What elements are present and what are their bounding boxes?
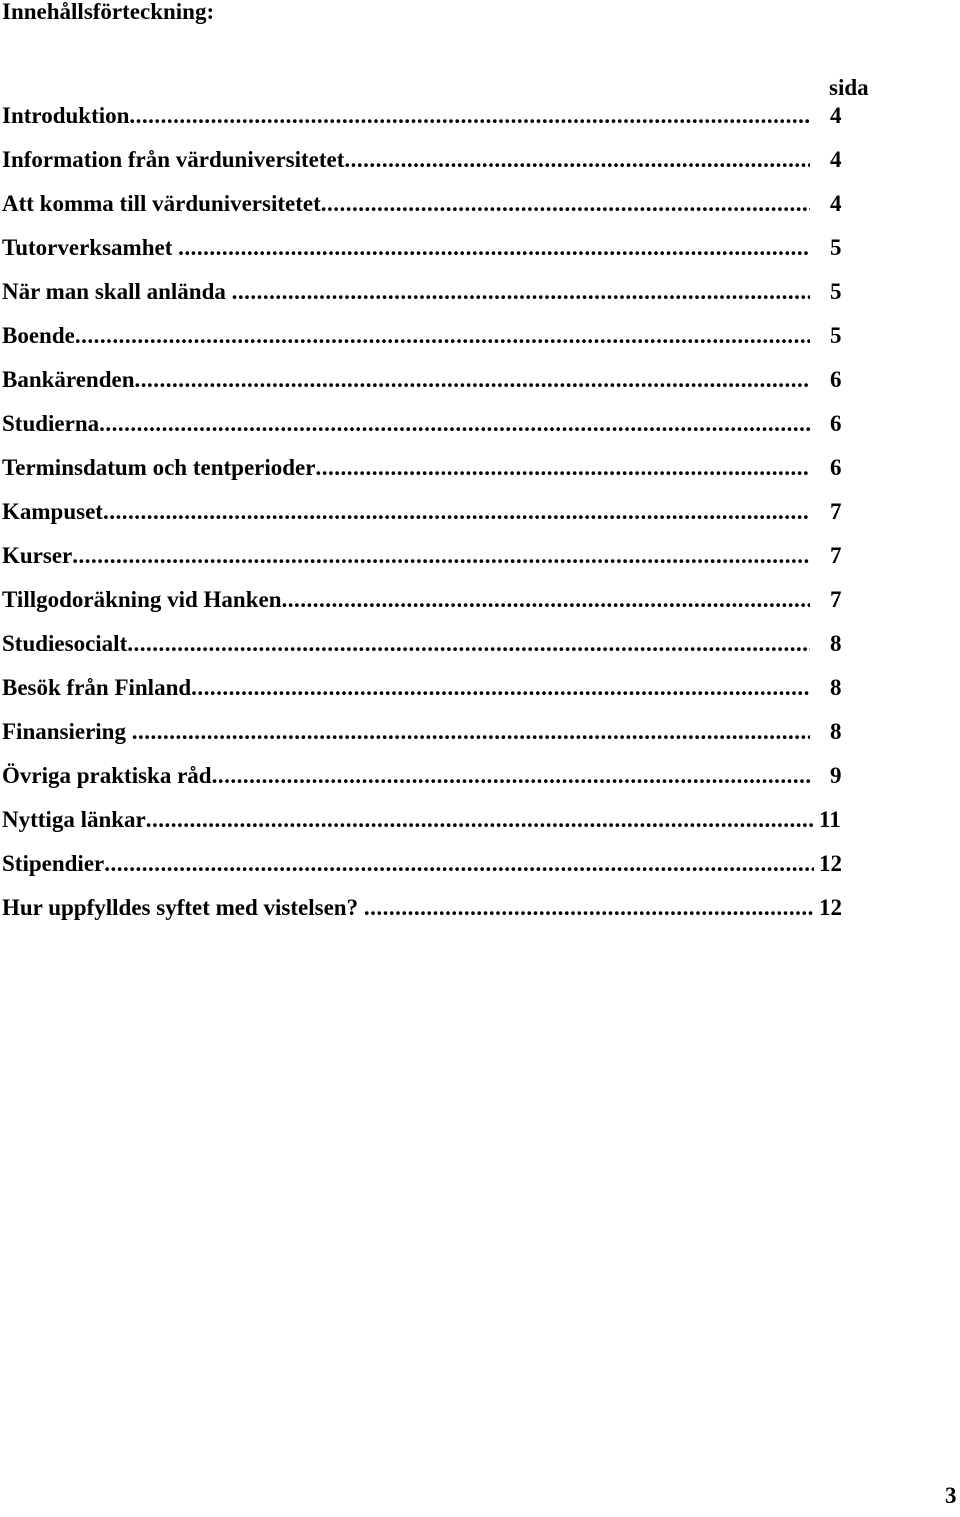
toc-entry-page: 5 [830,235,842,260]
toc-entry-page: 6 [830,367,842,392]
toc-entry-page: 8 [830,675,842,700]
toc-entry-title: Kampuset ..... [2,498,810,526]
toc-entry[interactable] [2,674,858,718]
toc-entry-title: Nyttiga länkar ..... [2,806,814,834]
toc-entry-title: Hur uppfylldes syftet med vistelsen? ..... [2,894,814,922]
toc-entry[interactable] [2,894,858,938]
toc-entry-title: Att komma till värduniversitetet ..... [2,190,810,218]
toc-entry[interactable] [2,850,858,894]
toc-entry-page: 4 [830,103,842,128]
toc-entry[interactable] [2,542,858,586]
toc-entry[interactable] [2,454,858,498]
toc-entry[interactable] [2,762,858,806]
toc-entry-page: 4 [830,191,842,216]
toc-entry-page: 7 [830,499,842,524]
toc-entry-page: 6 [830,455,842,480]
toc-entry[interactable] [2,322,858,366]
toc-entry-title: Introduktion ..... [2,102,810,130]
toc-entry-title: Stipendier ..... [2,850,814,878]
toc-entry-title: Tutorverksamhet ..... [2,234,810,262]
toc-entry-page: 8 [830,719,842,744]
toc-entry[interactable] [2,806,858,850]
toc-heading: Innehållsförteckning: [2,0,215,24]
toc-entry-page: 7 [830,587,842,612]
toc-entry-page: 12 [819,895,842,920]
toc-entry[interactable] [2,586,858,630]
toc-entry-title: När man skall anlända ..... [2,278,810,306]
toc-entry[interactable] [2,190,858,234]
toc-entry[interactable] [2,410,858,454]
toc-entry-title: Besök från Finland ..... [2,674,810,702]
toc-entry[interactable] [2,234,858,278]
table-of-contents [2,102,858,938]
toc-entry-page: 4 [830,147,842,172]
toc-entry-title: Studierna ..... [2,410,810,438]
toc-entry-title: Studiesocialt ..... [2,630,810,658]
toc-entry-page: 6 [830,411,842,436]
toc-entry-title: Övriga praktiska råd ..... [2,762,810,790]
toc-entry[interactable] [2,630,858,674]
toc-entry-title: Finansiering ..... [2,718,810,746]
toc-entry[interactable] [2,102,858,146]
toc-entry[interactable] [2,718,858,762]
toc-entry-page: 5 [830,279,842,304]
toc-entry-page: 12 [819,851,842,876]
toc-entry-title: Bankärenden ..... [2,366,810,394]
toc-entry-title: Tillgodoräkning vid Hanken ..... [2,586,810,614]
toc-entry-page: 11 [819,807,841,832]
toc-entry-title: Boende ..... [2,322,810,350]
toc-entry-page: 5 [830,323,842,348]
toc-entry-page: 9 [830,763,842,788]
toc-entry[interactable] [2,278,858,322]
toc-entry[interactable] [2,498,858,542]
toc-entry-title: Terminsdatum och tentperioder ..... [2,454,810,482]
toc-entry[interactable] [2,146,858,190]
page-number: 3 [945,1483,957,1508]
toc-entry-page: 7 [830,543,842,568]
toc-entry[interactable] [2,366,858,410]
toc-entry-title: Information från värduniversitetet ..... [2,146,810,174]
toc-entry-title: Kurser ..... [2,542,810,570]
toc-entry-page: 8 [830,631,842,656]
page-column-label: sida [829,75,869,100]
